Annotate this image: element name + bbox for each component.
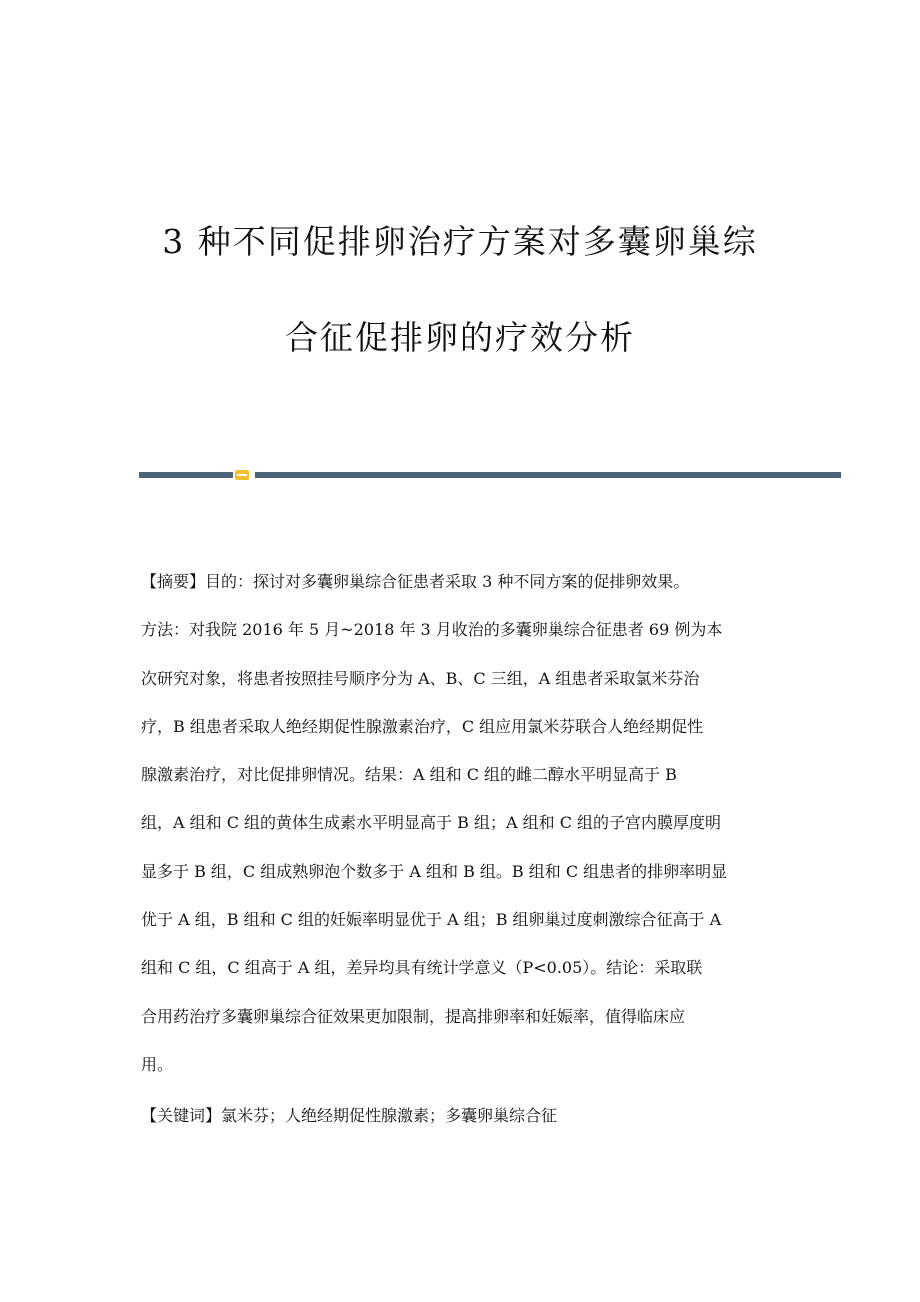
- abstract-line: 组和 C 组，C 组高于 A 组，差异均具有统计学意义（P<0.05）。结论：采取联: [141, 958, 703, 978]
- title-line-1: 3 种不同促排卵治疗方案对多囊卵巢综: [162, 222, 758, 261]
- title-line-2: 合征促排卵的疗效分析: [285, 318, 635, 357]
- abstract-line: 次研究对象，将患者按照挂号顺序分为 A、B、C 三组，A 组患者采取氯米芬治: [141, 668, 700, 688]
- abstract-line: 组，A 组和 C 组的黄体生成素水平明显高于 B 组；A 组和 C 组的子宫内膜厚度明: [141, 813, 722, 833]
- divider-bar-right: [255, 472, 841, 478]
- abstract-line: 用。: [141, 1054, 174, 1074]
- abstract-line: 显多于 B 组，C 组成熟卵泡个数多于 A 组和 B 组。B 组和 C 组患者的排卵率明显: [141, 861, 728, 881]
- abstract-line: 优于 A 组，B 组和 C 组的妊娠率明显优于 A 组；B 组卵巢过度刺激综合征高于 A: [141, 910, 722, 930]
- divider-ornament-icon: [235, 470, 249, 480]
- keywords: 【关键词】氯米芬；人绝经期促性腺激素；多囊卵巢综合征: [141, 1106, 558, 1125]
- abstract-line: 疗，B 组患者采取人绝经期促性腺激素治疗，C 组应用氯米芬联合人绝经期促性: [141, 716, 704, 736]
- divider-bar-left: [139, 472, 233, 478]
- abstract-line: 【摘要】目的：探讨对多囊卵巢综合征患者采取 3 种不同方案的促排卵效果。: [141, 572, 690, 591]
- abstract-line: 腺激素治疗，对比促排卵情况。结果：A 组和 C 组的雌二醇水平明显高于 B: [141, 765, 677, 785]
- abstract: [141, 558, 781, 1089]
- abstract-line: 方法：对我院 2016 年 5 月~2018 年 3 月收治的多囊卵巢综合征患者 69 例为本: [141, 620, 723, 640]
- abstract-line: 合用药治疗多囊卵巢综合征效果更加限制，提高排卵率和妊娠率，值得临床应: [141, 1006, 686, 1026]
- title-divider: [139, 470, 841, 480]
